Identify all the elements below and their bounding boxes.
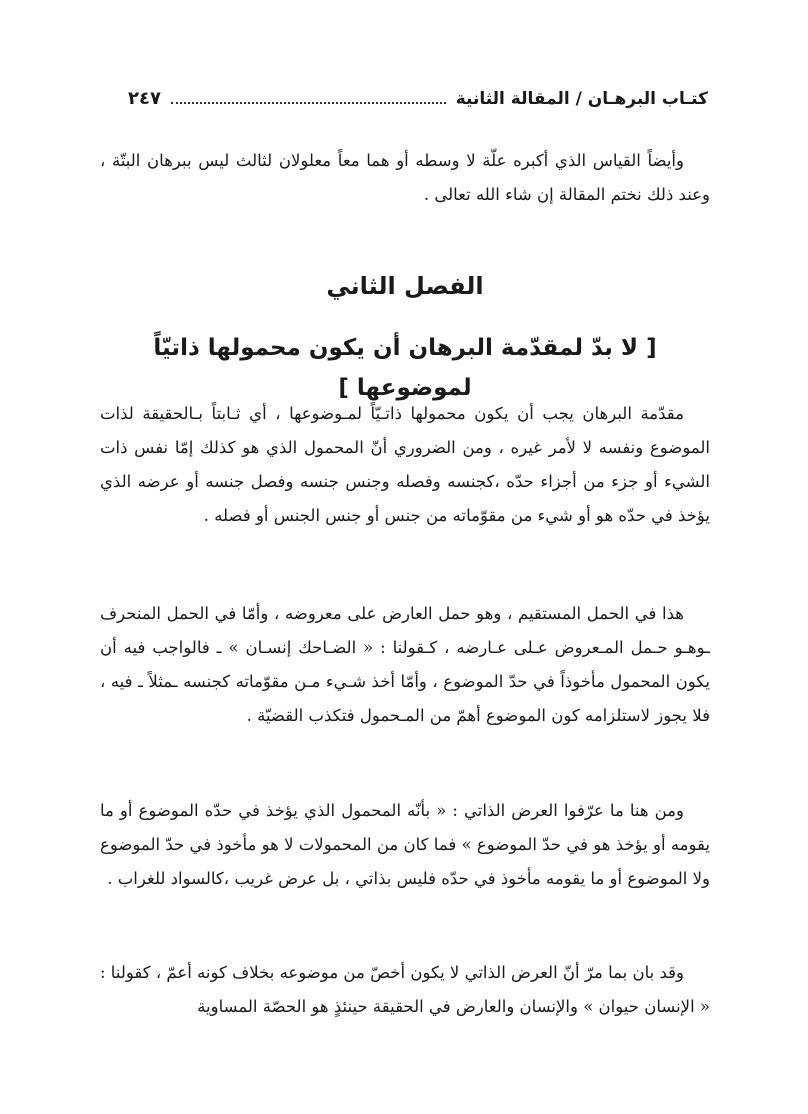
header-title: كتـاب البرهـان / المقالة الثانية — [455, 89, 708, 109]
paragraph-2: هذا في الحمل المستقيم ، وهو حمل العارض على معروضه ، وأمّا في الحمل المنحرف ـوهـو حـمل المـعروض عـلى عـارضه ، كـقولنا : « الضـاحك إنسـان » ـ فالواجب فيه أن يكون المحمول مأخوذاً في حدّ الموضوع ، وأمّا أخذ شـيء مـن مقوّماته كجنسه ـمثلاً ـ فيه ، فلا يجوز لاستلزامه كون الموضوع أهمّ من المـحمول فتكذب القضيّة . — [100, 604, 710, 725]
header-dot-leader — [171, 102, 446, 104]
paragraph-3: ومن هنا ما عرّفوا العرض الذاتي : « بأنّه المحمول الذي يؤخذ في حدّه الموضوع أو ما يقومه أو يؤخذ هو في حدّ الموضوع » فما كان من المحمولات لا هو مأخوذ في حدّ الموضوع ولا الموضوع أو ما يقومه مأخوذ في حدّه فليس بذاتي ، بل عرض غريب ،كالسواد للغراب . — [100, 801, 710, 888]
paragraph-4: وقد بان بما مرّ أنّ العرض الذاتي لا يكون أخصّ من موضوعه بخلاف كونه أعمّ ، كقولنا : « الإنسان حيوان » والإنسان والعارض في الحقيقة حينئذٍ هو الحصّة المساوية — [100, 963, 710, 1016]
intro-paragraph: وأيضاً القياس الذي أكبره علّة لا وسطه أو هما معاً معلولان لثالث ليس ببرهان البتّة ، وعند ذلك نختم المقالة إن شاء الله تعالى . — [100, 151, 710, 204]
chapter-title: الفصل الثاني — [326, 272, 484, 300]
section-title: [ لا بدّ لمقدّمة البرهان أن يكون محمولها ذاتيّاً لموضوعها ] — [153, 335, 657, 401]
paragraph-1: مقدّمة البرهان يجب أن يكون محمولها ذاتـيّاً لمـوضوعها ، أي ثـابتاً بـالحقيقة لذات الموضوع ونفسه لا لأمر غيره ، ومن الضروري أنّ المحمول الذي هو كذلك إمّا نفس ذات الشيء أو جزء من أجزاء حدّه ،كجنسه وفصله وجنس جنسه وفصل جنسه أو عرضه الذي يؤخذ في حدّه هو أو شيء من مقوّماته من جنس أو جنس الجنس أو فصله . — [100, 404, 710, 525]
page-number: ٢٤٧ — [128, 88, 161, 109]
running-header — [128, 88, 708, 116]
